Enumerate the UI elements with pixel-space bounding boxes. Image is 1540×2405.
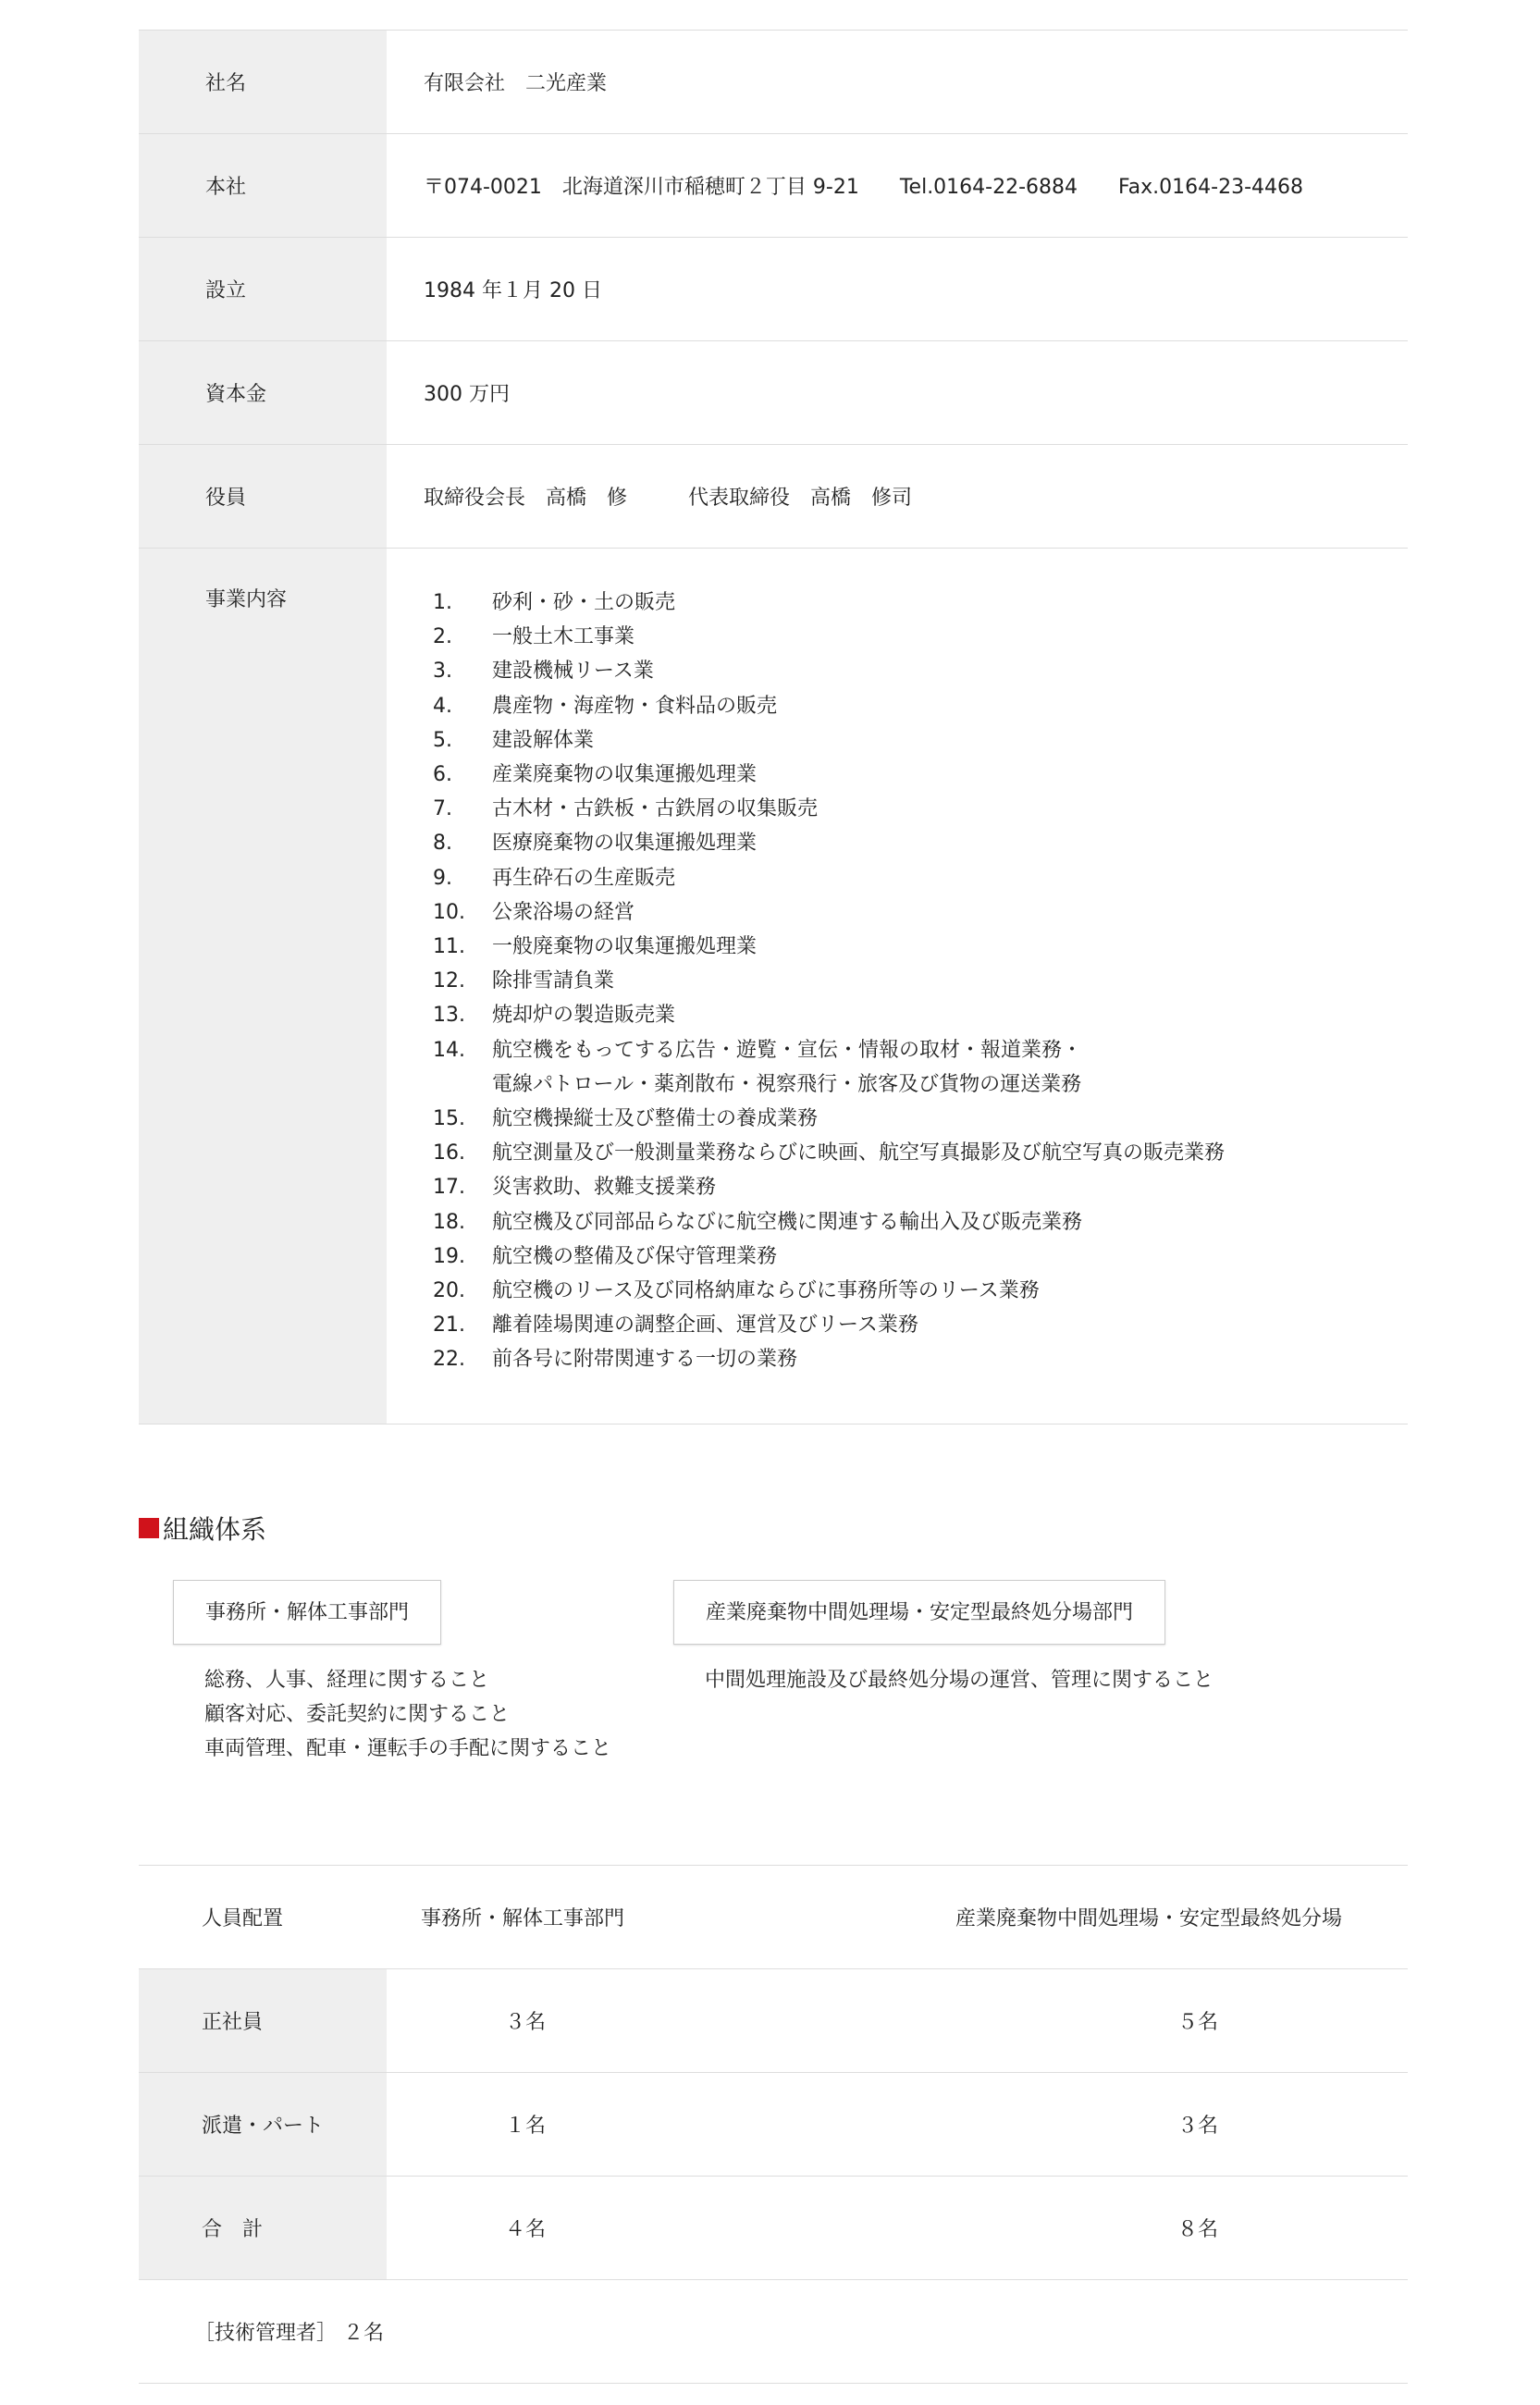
business-item-text: 航空機及び同部品らなびに航空機に関連する輸出入及び販売業務 bbox=[492, 1210, 1083, 1234]
business-item-text: 農産物・海産物・食料品の販売 bbox=[492, 694, 778, 718]
business-item-number: 16. bbox=[433, 1141, 465, 1166]
info-label: 設立 bbox=[139, 238, 387, 340]
business-list-item bbox=[425, 654, 1225, 688]
business-item-number: 6. bbox=[433, 763, 452, 787]
staffing-cell: ８名 bbox=[1177, 2218, 1219, 2241]
info-row-name bbox=[139, 31, 1408, 134]
info-label: 社名 bbox=[139, 31, 387, 133]
business-list-item bbox=[425, 1240, 1225, 1274]
business-item-text: 離着陸場関連の調整企画、運営及びリース業務 bbox=[492, 1314, 918, 1338]
business-item-text: 古木材・古鉄板・古鉄屑の収集販売 bbox=[492, 797, 819, 821]
business-item-number: 18. bbox=[433, 1210, 465, 1234]
business-item-number: 13. bbox=[433, 1004, 465, 1028]
staffing-cell: １名 bbox=[505, 2115, 547, 2138]
business-item-text: 除排雪請負業 bbox=[492, 969, 615, 993]
business-list-item bbox=[425, 620, 1225, 654]
business-list-item bbox=[425, 689, 1225, 723]
business-list-item bbox=[425, 826, 1225, 860]
business-list-item bbox=[425, 1170, 1225, 1204]
business-item-text: 航空機をもってする広告・遊覧・宣伝・情報の取材・報道業務・ 電線パトロール・薬剤散布・視察飛行・旅客及び貨物の運送業務 bbox=[492, 1038, 1083, 1096]
business-item-text: 前各号に附帯関連する一切の業務 bbox=[492, 1348, 798, 1372]
staffing-header-col2: 産業廃棄物中間処理場・安定型最終処分場 bbox=[955, 1907, 1343, 1930]
info-label: 事業内容 bbox=[139, 549, 387, 1424]
info-value: 有限会社 二光産業 bbox=[424, 72, 608, 95]
business-item-text: 航空機のリース及び同格納庫ならびに事務所等のリース業務 bbox=[492, 1279, 1040, 1303]
business-list-item bbox=[425, 1102, 1225, 1136]
staffing-header-label: 人員配置 bbox=[202, 1907, 284, 1930]
business-list-item bbox=[425, 1033, 1225, 1102]
business-item-text: 産業廃棄物の収集運搬処理業 bbox=[492, 763, 758, 787]
staffing-row-label: 正社員 bbox=[139, 1969, 387, 2072]
info-row-established bbox=[139, 238, 1408, 341]
info-row-officers bbox=[139, 445, 1408, 549]
business-list-item bbox=[425, 861, 1225, 895]
business-list-item bbox=[425, 586, 1225, 620]
staffing-header-row bbox=[139, 1866, 1408, 1969]
duty-item: 顧客対応、委託契約に関すること bbox=[204, 1703, 511, 1726]
business-item-number: 5. bbox=[433, 728, 452, 752]
business-item-number: 10. bbox=[433, 900, 465, 924]
info-label: 役員 bbox=[139, 445, 387, 548]
red-square-marker-icon bbox=[139, 1518, 159, 1538]
info-label: 本社 bbox=[139, 134, 387, 237]
business-item-number: 22. bbox=[433, 1348, 465, 1372]
staffing-header-col1: 事務所・解体工事部門 bbox=[421, 1907, 625, 1930]
staffing-cell: ３名 bbox=[505, 2011, 547, 2034]
staffing-table bbox=[139, 1865, 1408, 2384]
business-item-number: 20. bbox=[433, 1279, 465, 1303]
department-column bbox=[139, 1580, 673, 1766]
info-value: 300 万円 bbox=[424, 383, 510, 406]
company-info-table bbox=[139, 30, 1408, 1424]
department-duties bbox=[173, 1663, 673, 1766]
business-list-item bbox=[425, 1205, 1225, 1240]
business-item-text: 建設機械リース業 bbox=[492, 660, 654, 684]
staffing-cell: ３名 bbox=[1177, 2115, 1219, 2138]
staffing-row-label: 合 計 bbox=[139, 2177, 387, 2279]
organization-heading bbox=[139, 1510, 1408, 1547]
business-list-item bbox=[425, 998, 1225, 1032]
business-item-text: 災害救助、救難支援業務 bbox=[492, 1176, 717, 1200]
business-list-item bbox=[425, 1308, 1225, 1342]
staffing-row bbox=[139, 2177, 1408, 2280]
organization-title: 組織体系 bbox=[163, 1514, 267, 1545]
business-item-number: 21. bbox=[433, 1314, 465, 1338]
info-row-business bbox=[139, 549, 1408, 1424]
business-item-text: 建設解体業 bbox=[492, 728, 595, 752]
staffing-cell: ５名 bbox=[1177, 2011, 1219, 2034]
business-item-text: 一般土木工事業 bbox=[492, 625, 635, 649]
business-item-number: 14. bbox=[433, 1038, 465, 1062]
info-row-capital bbox=[139, 341, 1408, 445]
staffing-row-label: 派遣・パート bbox=[139, 2073, 387, 2176]
business-list-item bbox=[425, 1342, 1225, 1376]
business-list-item bbox=[425, 964, 1225, 998]
business-item-number: 3. bbox=[433, 660, 452, 684]
department-column bbox=[673, 1580, 1408, 1766]
business-item-text: 再生砕石の生産販売 bbox=[492, 866, 676, 890]
business-item-number: 2. bbox=[433, 625, 452, 649]
business-item-text: 砂利・砂・土の販売 bbox=[492, 591, 676, 614]
business-list-item bbox=[425, 930, 1225, 964]
business-list-item bbox=[425, 758, 1225, 792]
business-item-text: 一般廃棄物の収集運搬処理業 bbox=[492, 935, 758, 959]
business-item-number: 8. bbox=[433, 832, 452, 856]
info-value: 〒074-0021 北海道深川市稲穂町２丁目 9-21 Tel.0164-22-6884 Fax.0164-23-4468 bbox=[424, 176, 1304, 199]
business-item-number: 12. bbox=[433, 969, 465, 993]
business-item-text: 医療廃棄物の収集運搬処理業 bbox=[492, 832, 758, 856]
business-item-text: 航空測量及び一般測量業務ならびに映画、航空写真撮影及び航空写真の販売業務 bbox=[492, 1141, 1226, 1166]
staffing-cell: ４名 bbox=[505, 2218, 547, 2241]
business-item-text: 航空機操縦士及び整備士の養成業務 bbox=[492, 1107, 819, 1131]
business-item-text: 焼却炉の製造販売業 bbox=[492, 1004, 676, 1028]
info-row-headquarters bbox=[139, 134, 1408, 238]
staffing-row bbox=[139, 1969, 1408, 2073]
company-profile bbox=[139, 0, 1408, 2384]
info-value: 1984 年１月 20 日 bbox=[424, 279, 602, 302]
business-item-number: 4. bbox=[433, 694, 452, 718]
business-list bbox=[425, 586, 1225, 1377]
business-list-item bbox=[425, 1136, 1225, 1170]
organization-chart bbox=[139, 1580, 1408, 1766]
staffing-row bbox=[139, 2073, 1408, 2177]
business-item-number: 7. bbox=[433, 797, 452, 821]
department-box: 事務所・解体工事部門 bbox=[173, 1580, 441, 1645]
department-box: 産業廃棄物中間処理場・安定型最終処分場部門 bbox=[673, 1580, 1165, 1645]
duty-item: 車両管理、配車・運転手の手配に関すること bbox=[204, 1737, 612, 1760]
business-item-number: 9. bbox=[433, 866, 452, 890]
business-item-number: 19. bbox=[433, 1244, 465, 1268]
business-item-number: 11. bbox=[433, 935, 465, 959]
business-list-item bbox=[425, 1274, 1225, 1308]
technical-manager-note: ［技術管理者］ ２名 bbox=[139, 2280, 1408, 2384]
business-list-item bbox=[425, 792, 1225, 826]
business-list-item bbox=[425, 895, 1225, 930]
business-list-cell bbox=[387, 549, 1408, 1424]
department-duties bbox=[673, 1663, 1408, 1697]
info-value: 取締役会長 高橋 修 代表取締役 高橋 修司 bbox=[424, 487, 913, 510]
business-item-number: 1. bbox=[433, 591, 452, 614]
info-label: 資本金 bbox=[139, 341, 387, 444]
duty-item: 中間処理施設及び最終処分場の運営、管理に関すること bbox=[705, 1669, 1214, 1692]
business-item-text: 航空機の整備及び保守管理業務 bbox=[492, 1244, 778, 1268]
duty-item: 総務、人事、経理に関すること bbox=[204, 1669, 490, 1692]
business-item-number: 17. bbox=[433, 1176, 465, 1200]
business-item-number: 15. bbox=[433, 1107, 465, 1131]
business-item-text: 公衆浴場の経営 bbox=[492, 900, 635, 924]
business-list-item bbox=[425, 723, 1225, 758]
